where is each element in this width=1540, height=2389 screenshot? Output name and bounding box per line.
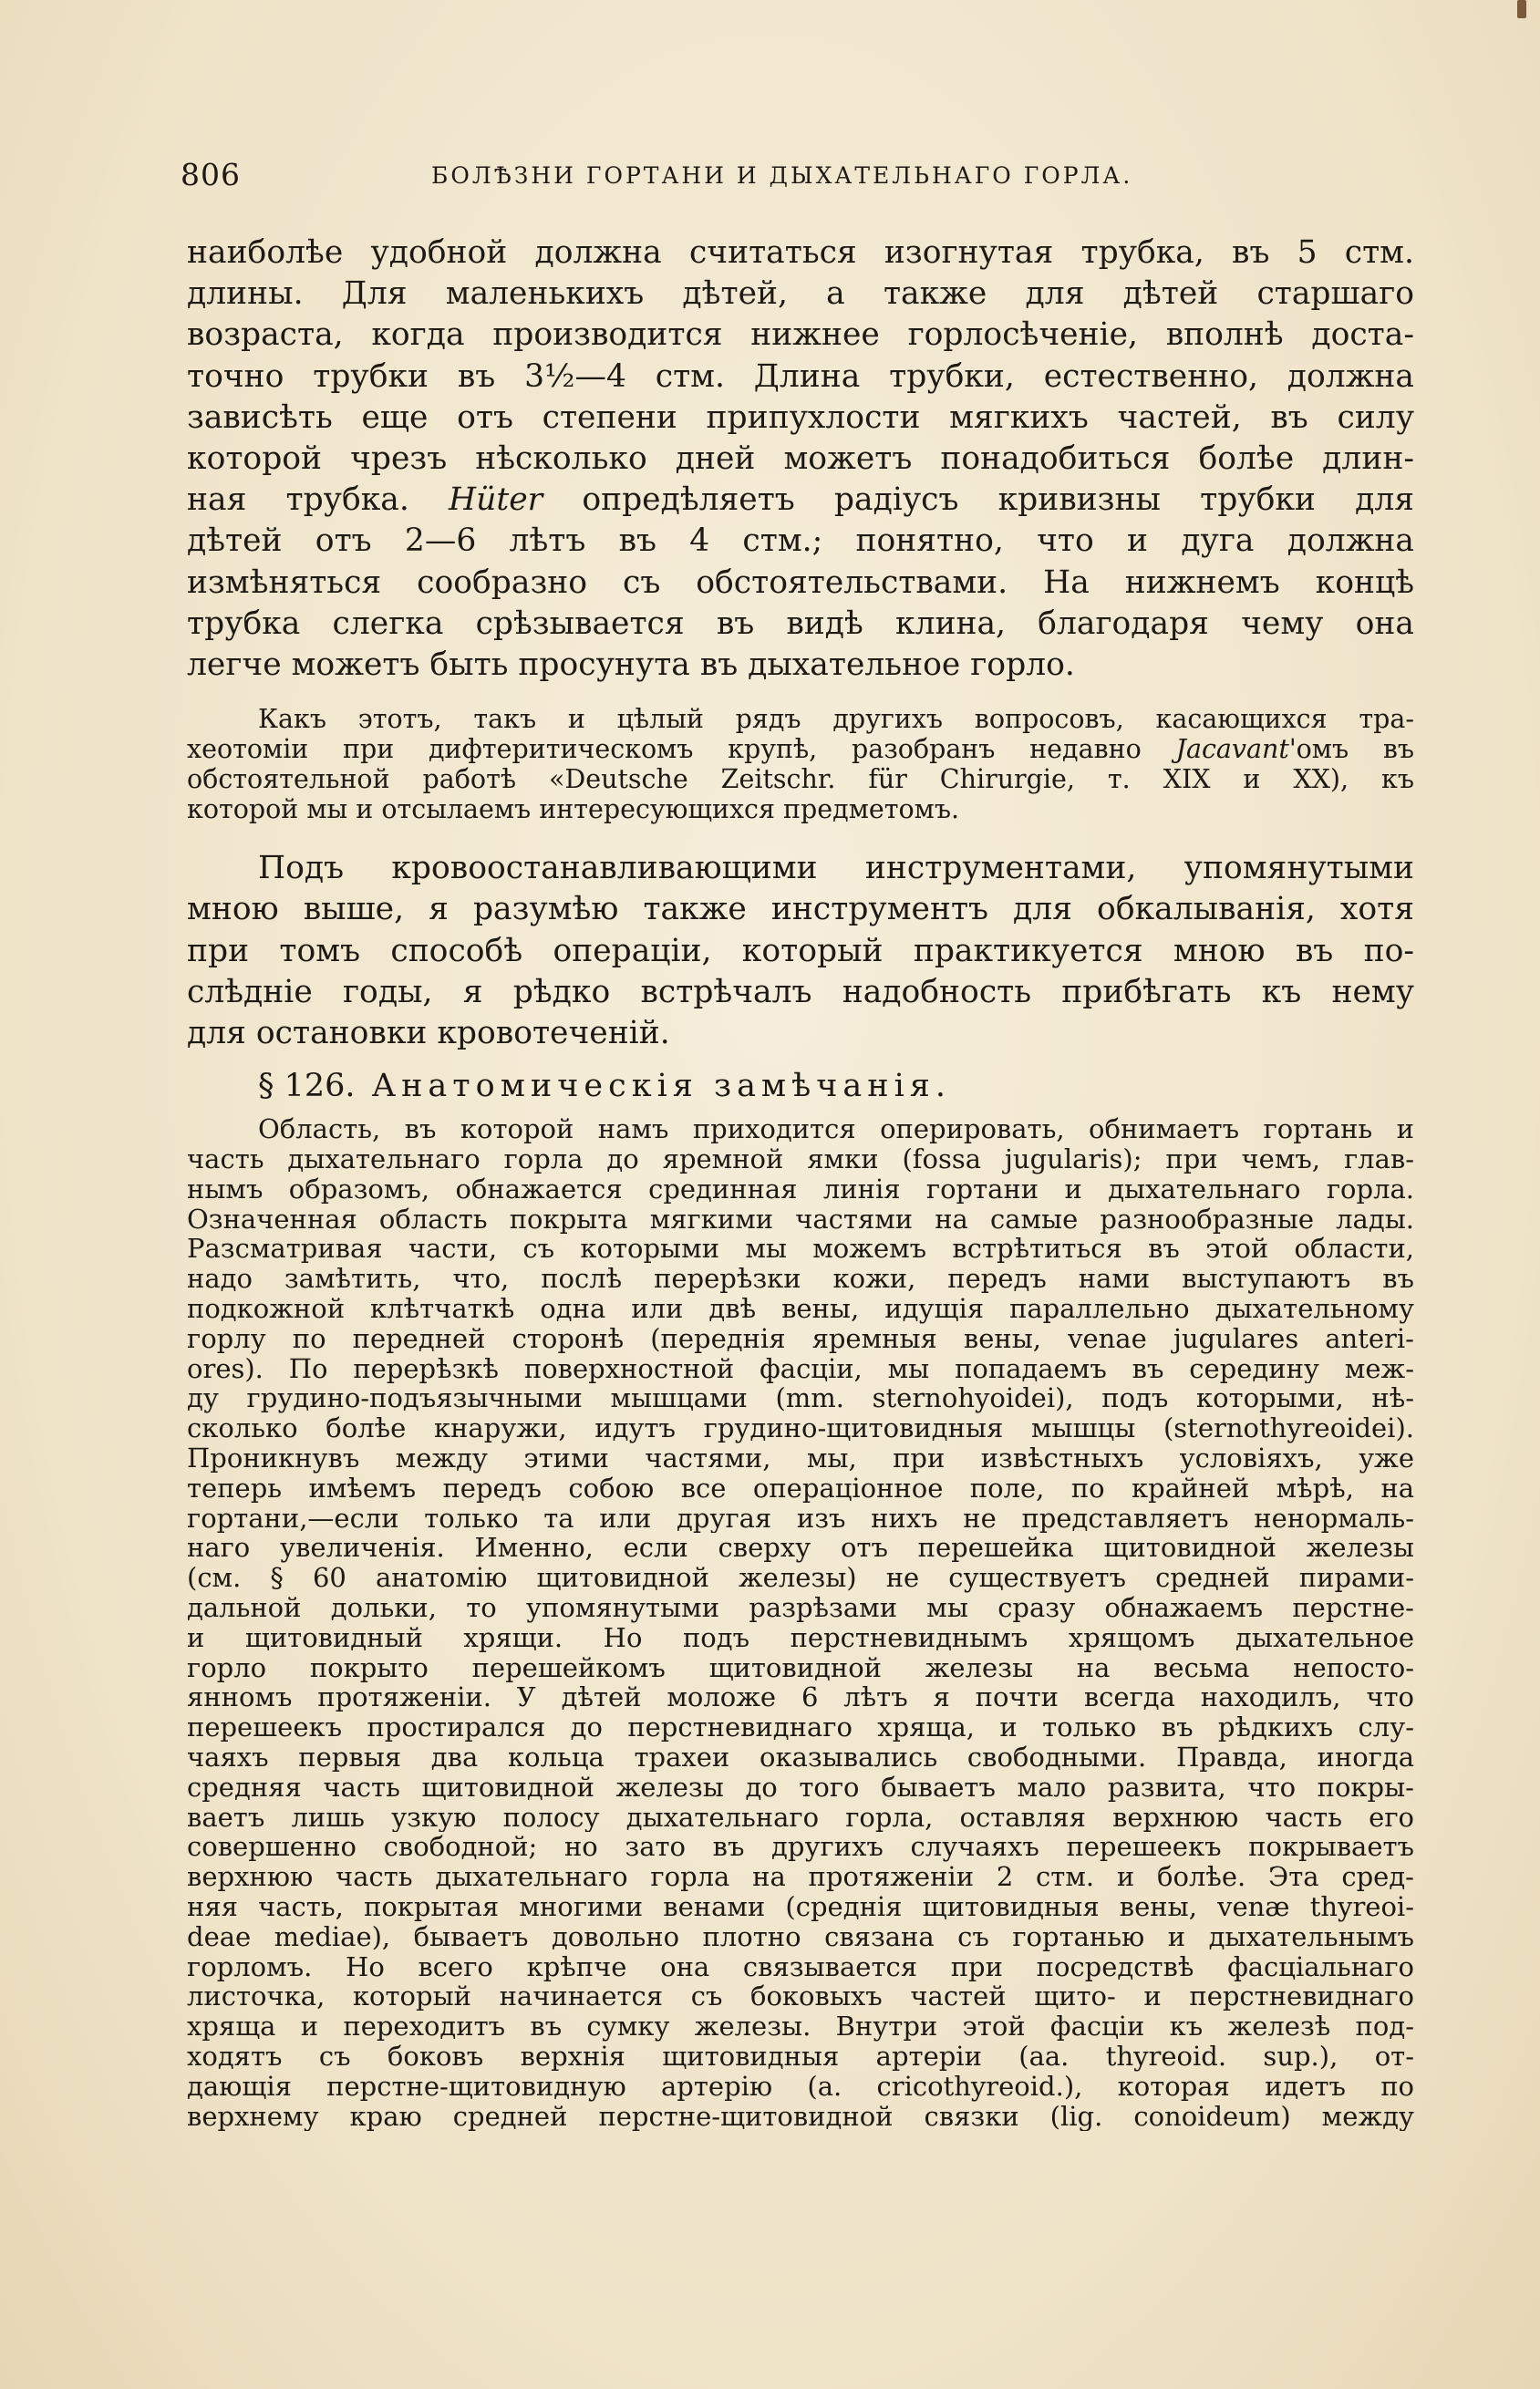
text-line: Означенная область покрыта мягкими частями на самые разнообразные лады. — [187, 1204, 1414, 1235]
text-line: слѣдніе годы, я рѣдко встрѣчалъ надобность прибѣгать къ нему — [187, 973, 1414, 1010]
page-number: 806 — [181, 157, 241, 192]
text-line: мною выше, я разумѣю также инструментъ для обкалыванія, хотя — [187, 891, 1414, 928]
text-line: которой чрезъ нѣсколько дней можетъ понадобиться болѣе длин- — [187, 440, 1414, 478]
text-line: возраста, когда производится нижнее горлосѣченіе, вполнѣ доста- — [187, 316, 1414, 354]
text-line: верхнему краю средней перстне-щитовидной связки (lig. conoideum) между — [187, 2101, 1414, 2132]
text-line: средняя часть щитовидной железы до того бываетъ мало развита, что покры- — [187, 1772, 1414, 1803]
text-line: (см. § 60 анатомію щитовидной железы) не существуетъ средней пирами- — [187, 1563, 1414, 1593]
text-line: ду грудино-подъязычными мышцами (mm. sternohyoidei), подъ которыми, нѣ- — [187, 1383, 1414, 1414]
text-fragment: 'омъ въ — [1288, 734, 1414, 765]
text-line: трубка слегка срѣзывается въ видѣ клина, благодаря чему она — [187, 605, 1414, 642]
text-line: Какъ этотъ, такъ и цѣлый рядъ другихъ вопросовъ, касающихся тра- — [258, 704, 1414, 735]
text-line: длины. Для маленькихъ дѣтей, а также для дѣтей старшаго — [187, 275, 1414, 313]
section-number: § 126. — [258, 1068, 356, 1105]
text-line: горло покрыто перешейкомъ щитовидной железы на весьма непосто- — [187, 1652, 1414, 1683]
text-line: зависѣть еще отъ степени припухлости мягкихъ частей, въ силу — [187, 398, 1414, 436]
paragraph-tube-length — [187, 233, 1414, 686]
text-line: наго увеличенія. Именно, если сверху отъ перешейка щитовидной железы — [187, 1533, 1414, 1564]
running-title: БОЛѢЗНИ ГОРТАНИ И ДЫХАТЕЛЬНАГО ГОРЛА. — [431, 162, 1133, 189]
text-fragment: хеотоміи при дифтеритическомъ крупѣ, разобранъ недавно — [187, 734, 1142, 765]
text-line: точно трубки въ 3½—4 стм. Длина трубки, естественно, должна — [187, 357, 1414, 395]
text-line: для остановки кровотеченій. — [187, 1015, 670, 1052]
text-line: при томъ способѣ операціи, который практикуется мною въ по- — [187, 932, 1414, 969]
paragraph-instruments — [187, 848, 1414, 1054]
text-line: верхнюю часть дыхательнаго горла на протяженіи 2 стм. и болѣе. Эта сред- — [187, 1862, 1414, 1892]
paragraph-anatomy — [187, 1114, 1414, 2131]
text-line — [187, 480, 1414, 521]
text-line: и щитовидный хрящи. Но подъ перстневиднымъ хрящомъ дыхательное — [187, 1622, 1414, 1653]
text-line: дающія перстне-щитовидную артерію (a. cricothyreoid.), которая идетъ по — [187, 2071, 1414, 2102]
text-line: чаяхъ первыя два кольца трахеи оказывались свободными. Правда, иногда — [187, 1742, 1414, 1773]
text-line: гортани,—если только та или другая изъ нихъ не представляетъ ненормаль- — [187, 1503, 1414, 1534]
text-line: няя часть, покрытая многими венами (среднія щитовидныя вены, venæ thyreoi- — [187, 1891, 1414, 1922]
text-line: Область, въ которой намъ приходится оперировать, обнимаетъ гортань и — [258, 1114, 1414, 1145]
page-content — [187, 233, 1414, 2131]
text-line: ores). По перерѣзкѣ поверхностной фасціи, мы попадаемъ въ середину меж- — [187, 1353, 1414, 1384]
text-line: Проникнувъ между этими частями, мы, при извѣстныхъ условіяхъ, уже — [187, 1443, 1414, 1474]
text-line: теперь имѣемъ передъ собою все операціонное поле, по крайней мѣрѣ, на — [187, 1473, 1414, 1504]
text-line: дѣтей отъ 2—6 лѣтъ въ 4 стм.; понятно, что и дуга должна — [187, 522, 1414, 560]
page-header — [181, 157, 1411, 193]
text-fragment: ная трубка. — [187, 481, 409, 519]
text-line: ходятъ съ боковъ верхнія щитовидныя артеріи (aa. thyreoid. sup.), от- — [187, 2041, 1414, 2072]
author-name: Jacavant — [1175, 734, 1289, 765]
text-line: которой мы и отсылаемъ интересующихся предметомъ. — [187, 794, 960, 825]
text-line: часть дыхательнаго горла до яремной ямки (fossa jugularis); при чемъ, глав- — [187, 1144, 1414, 1174]
page-edge-mark — [1517, 0, 1526, 18]
text-line: хряща и переходитъ въ сумку железы. Внутри этой фасціи къ железѣ под- — [187, 2012, 1414, 2042]
note-paragraph — [187, 704, 1414, 824]
text-line — [187, 734, 1414, 764]
text-line: горлу по передней сторонѣ (переднія яремныя вены, venae jugulares anteri- — [187, 1323, 1414, 1354]
text-line: совершенно свободной; но зато въ другихъ случаяхъ перешеекъ покрываетъ — [187, 1832, 1414, 1863]
section-heading — [187, 1063, 1414, 1109]
section-title: Анатомическія замѣчанія. — [371, 1068, 951, 1105]
text-line: дальной дольки, то упомянутыми разрѣзами мы сразу обнажаемъ перстне- — [187, 1593, 1414, 1623]
text-line: перешеекъ простирался до перстневиднаго хряща, и только въ рѣдкихъ слу- — [187, 1712, 1414, 1743]
text-line: ваетъ лишь узкую полосу дыхательнаго горла, оставляя верхнюю часть его — [187, 1802, 1414, 1833]
text-line: наиболѣе удобной должна считаться изогнутая трубка, въ 5 стм. — [187, 234, 1414, 271]
text-line: Подъ кровоостанавливающими инструментами, упомянутыми — [258, 850, 1414, 887]
text-line: измѣняться сообразно съ обстоятельствами. На нижнемъ концѣ — [187, 564, 1414, 601]
text-line: Разсматривая части, съ которыми мы можемъ встрѣтиться въ этой области, — [187, 1234, 1414, 1265]
text-line: легче можетъ быть просунута въ дыхательное горло. — [187, 646, 1075, 684]
text-line: сколько болѣе кнаружи, идутъ грудино-щитовидныя мышцы (sternothyreoidei). — [187, 1413, 1414, 1444]
text-line: подкожной клѣтчаткѣ одна или двѣ вены, идущія параллельно дыхательному — [187, 1294, 1414, 1324]
text-line: deae mediae), бываетъ довольно плотно связана съ гортанью и дыхательнымъ — [187, 1921, 1414, 1952]
text-fragment: опредѣляетъ радіусъ кривизны трубки для — [582, 481, 1414, 519]
text-line: нымъ образомъ, обнажается срединная линія гортани и дыхательнаго горла. — [187, 1174, 1414, 1205]
text-line: горломъ. Но всего крѣпче она связывается при посредствѣ фасціальнаго — [187, 1951, 1414, 1982]
text-line: обстоятельной работѣ «Deutsche Zeitschr. für Chirurgie, т. XIX и XX), къ — [187, 764, 1414, 795]
author-name: Hüter — [449, 481, 543, 519]
text-line: листочка, который начинается съ боковыхъ частей щито- и перстневиднаго — [187, 1981, 1414, 2012]
text-line: янномъ протяженіи. У дѣтей моложе 6 лѣтъ я почти всегда находилъ, что — [187, 1682, 1414, 1713]
text-line: надо замѣтить, что, послѣ перерѣзки кожи, передъ нами выступаютъ въ — [187, 1264, 1414, 1295]
